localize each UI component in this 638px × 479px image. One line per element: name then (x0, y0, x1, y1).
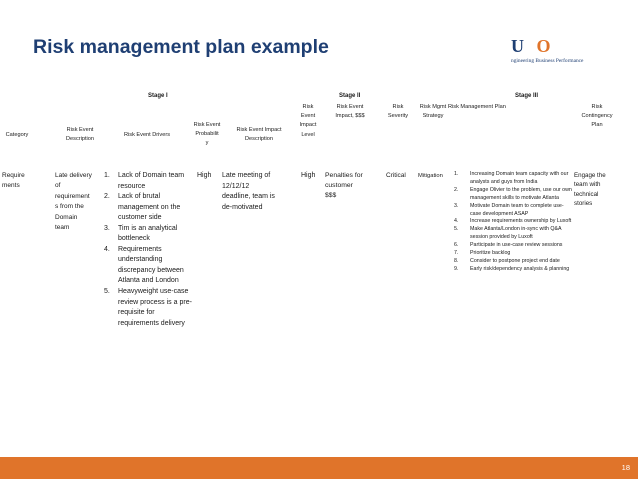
header-risk-event-probability: Risk Event Probabilit y (193, 122, 221, 147)
list-item: 7. Prioritize backlog (454, 250, 511, 257)
company-logo (511, 36, 631, 70)
cell-probability: High (197, 172, 212, 179)
header-category: Category (5, 132, 29, 138)
list-item: 1. Lack of Domain team resource (104, 172, 185, 190)
list-item: 4. Increase requirements ownership by Luxoft (454, 218, 572, 225)
page-number: 18 (621, 463, 630, 472)
list-item: 6. Participate in use-case review sessions (454, 242, 563, 249)
list-item: 1. Increasing Domain team capacity with our analysts and guys from India (454, 171, 569, 185)
risk-event-drivers-list (104, 171, 194, 329)
header-risk-event-impact-level: Risk Event Impact Level (299, 104, 317, 138)
logo-mark: U O (511, 36, 552, 56)
header-risk-event-drivers: Risk Event Drivers (123, 132, 170, 138)
list-item: 5. Heavyweight use-case review process is a pre-requisite for requirements delivery (104, 288, 192, 327)
page-title: Risk management plan example (33, 36, 329, 58)
header-risk-event-impact-description: Risk Event Impact Description (236, 127, 282, 143)
header-risk-mgmt-strategy: Risk Mgmt Strategy (419, 104, 447, 120)
stage-1-header: Stage I (148, 93, 168, 99)
list-item: 3. Motivate Domain team to complete use-case development ASAP (454, 202, 564, 217)
header-risk-event-description: Risk Event Description (66, 127, 94, 143)
header-risk-event-impact-dollars: Risk Event Impact, $$$ (335, 104, 365, 120)
cell-impact-level: High (301, 172, 316, 179)
logo-tagline: ngineering Business Performance (511, 58, 584, 64)
cell-contingency-plan: Engage the team with technical stories (574, 172, 606, 208)
cell-impact-dollars: Penalties for customer $$$ (325, 172, 363, 200)
list-item: 2. Lack of brutal management on the customer side (104, 193, 181, 222)
cell-category: Require ments (2, 172, 25, 190)
header-risk-contingency-plan: Risk Contingency Plan (581, 104, 613, 129)
list-item: 3. Tim is an analytical bottleneck (104, 224, 178, 243)
footer-bar (0, 457, 638, 479)
list-item: 4. Requirements understanding discrepancy between Atlanta and London (104, 245, 184, 285)
header-risk-severity: Risk Severity (387, 104, 409, 120)
cell-impact-description: Late meeting of 12/12/12 deadline, team is de-motivated (222, 172, 275, 211)
stage-2-header: Stage II (339, 93, 361, 99)
cell-strategy: Mitigation (418, 173, 443, 179)
stage-3-header: Stage III (515, 93, 539, 99)
header-risk-management-plan: Risk Management Plan (448, 104, 506, 110)
cell-severity: Critical (386, 172, 406, 179)
list-item: 5. Make Atlanta/London in-sync with Q&A session provided by Luxoft (454, 226, 562, 241)
list-item: 8. Consider to postpone project end date (454, 257, 560, 264)
cell-risk-event-description: Late delivery of requirement s from the Domain team (55, 172, 92, 232)
risk-management-plan-list (454, 171, 572, 274)
list-item: 9. Early risk/dependency analysis & planning (454, 265, 570, 272)
list-item: 2. Engage Olivier to the problem, use our own management skills to motivate Atlanta (454, 186, 572, 201)
